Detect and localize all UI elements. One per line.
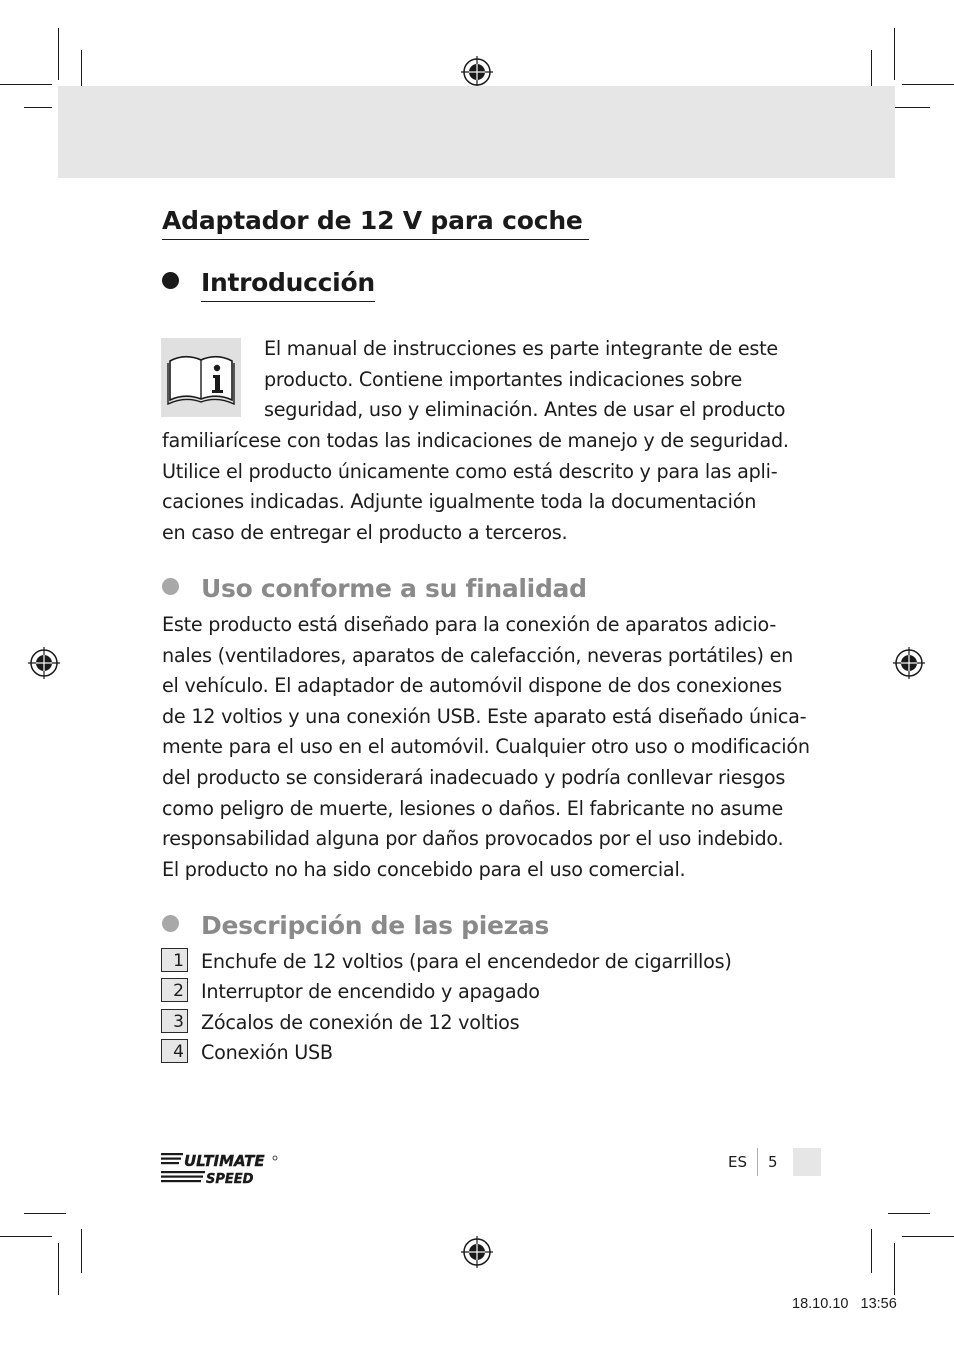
text-line: en caso de entregar el producto a terceros.: [162, 520, 568, 544]
crop-mark: [0, 84, 52, 85]
divider: [757, 1148, 758, 1176]
section-heading-intro-text: Introducción: [201, 268, 375, 302]
text-line: Este producto está diseñado para la conexión de aparatos adicio-: [162, 613, 777, 636]
registration-mark-icon: [461, 56, 493, 88]
logo-text-line2: SPEED: [206, 1172, 254, 1187]
crop-mark: [902, 84, 954, 85]
text-line: como peligro de muerte, lesiones o daños. El fabricante no asume: [162, 796, 784, 820]
text-line: nales (ventiladores, aparatos de calefacción, neveras portátiles) en: [162, 643, 794, 667]
text-line: El producto no ha sido concebido para el uso comercial.: [162, 857, 686, 881]
intro-paragraph-wrapped: [264, 334, 785, 426]
text-line: responsabilidad alguna por daños provocados por el uso indebido.: [162, 827, 784, 851]
part-number-badge: 2: [161, 978, 188, 1002]
text-line: producto. Contiene importantes indicaciones sobre: [264, 367, 743, 391]
crop-mark: [888, 1213, 930, 1214]
logo-text-line1: ULTIMATE: [184, 1152, 265, 1170]
intro-paragraph: [162, 426, 789, 548]
part-number-badge: 1: [161, 948, 188, 972]
crop-mark: [894, 28, 895, 80]
text-line: del producto se considerará inadecuado y podría conllevar riesgos: [162, 765, 786, 789]
text-line: caciones indicadas. Adjunte igualmente toda la documentación: [162, 490, 757, 514]
page-title: Adaptador de 12 V para coche: [162, 206, 589, 240]
text-line: El manual de instrucciones es parte integrante de este: [264, 337, 778, 360]
crop-mark: [58, 1243, 59, 1295]
crop-mark: [894, 1243, 895, 1295]
registration-mark-icon: [28, 647, 60, 679]
registration-mark-icon: [461, 1236, 493, 1268]
bullet-icon: [162, 915, 179, 932]
crop-mark: [81, 1229, 82, 1273]
crop-mark: [871, 1229, 872, 1273]
part-number-badge: 4: [161, 1039, 188, 1063]
part-label: Zócalos de conexión de 12 voltios: [201, 1010, 520, 1034]
section-heading-parts-text: Descripción de las piezas: [201, 911, 550, 940]
part-label: Enchufe de 12 voltios (para el encendedor de cigarrillos): [201, 950, 732, 973]
info-book-icon: [161, 338, 241, 417]
bullet-icon: [162, 272, 179, 289]
crop-mark: [24, 1213, 66, 1214]
purpose-paragraph: [162, 610, 810, 885]
text-line: familiarícese con todas las indicaciones de manejo y de seguridad.: [162, 429, 789, 452]
section-heading-intro: [162, 268, 375, 297]
text-line: de 12 voltios y una conexión USB. Este aparato está diseñado única-: [162, 704, 807, 728]
section-heading-parts: [162, 911, 549, 940]
text-line: mente para el uso en el automóvil. Cualquier otro uso o modificación: [162, 735, 810, 759]
page-number: 5: [768, 1153, 778, 1171]
crop-mark: [0, 1236, 52, 1237]
text-line: Utilice el producto únicamente como está descrito y para las apli-: [162, 459, 778, 483]
part-number-badge: 3: [161, 1009, 188, 1033]
section-heading-purpose: [162, 574, 587, 603]
crop-mark: [58, 28, 59, 80]
part-label: Interruptor de encendido y apagado: [201, 980, 540, 1004]
language-code: ES: [728, 1153, 747, 1171]
ultimate-speed-logo: [160, 1149, 280, 1187]
text-line: el vehículo. El adaptador de automóvil dispone de dos conexiones: [162, 674, 782, 698]
crop-mark: [24, 107, 52, 108]
registration-mark-icon: [893, 647, 925, 679]
part-label: Conexión USB: [201, 1041, 333, 1065]
crop-mark: [902, 1236, 954, 1237]
book-i-icon: [161, 338, 241, 417]
bullet-icon: [162, 578, 179, 595]
section-heading-purpose-text: Uso conforme a su finalidad: [201, 574, 587, 603]
header-band: [58, 86, 895, 178]
page-tab: [793, 1148, 821, 1176]
print-timestamp: 18.10.10 13:56: [792, 1296, 897, 1312]
text-line: seguridad, uso y eliminación. Antes de usar el producto: [264, 398, 786, 422]
